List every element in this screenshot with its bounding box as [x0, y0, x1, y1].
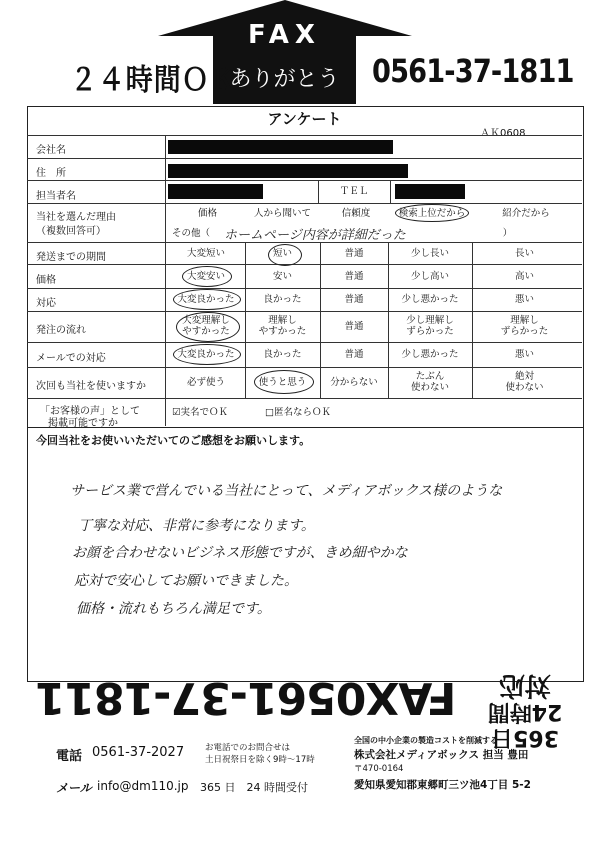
- label-price: 価格: [36, 275, 56, 286]
- price-opt: 高い: [514, 271, 534, 282]
- flow-opt: 普通: [344, 321, 364, 332]
- form-code: ＡＫ0608: [480, 128, 526, 139]
- header-phone: 0561-37-1811: [372, 52, 574, 90]
- price-opt: 少し高い: [410, 271, 449, 282]
- response-opt: 少し悪かった: [401, 294, 459, 305]
- next-opt: 使うと思う: [258, 377, 307, 388]
- flow-opt: やすかった: [258, 326, 307, 337]
- row-line: [27, 203, 582, 204]
- voice-anonymous: □匿名ならＯＫ: [265, 407, 331, 418]
- email-opt: 悪い: [514, 349, 534, 360]
- reason-price: 価格: [197, 208, 217, 219]
- answer-circle: [173, 344, 241, 365]
- tel-label: ＴＥＬ: [339, 186, 369, 197]
- reason-referral-hearsay: 人から聞いて: [253, 208, 311, 219]
- label-contact: 担当者名: [36, 191, 76, 202]
- response-opt: 大変良かった: [177, 294, 235, 305]
- delivery-opt: 短い: [272, 248, 292, 259]
- footer-zip: 〒470-0164: [354, 764, 404, 774]
- answer-circle: [268, 244, 302, 266]
- answer-circle: [395, 204, 469, 222]
- redacted-company: [168, 140, 393, 154]
- label-delivery: 発送までの期間: [36, 252, 106, 263]
- footer-hours-2: 土日祝祭日を除く9時～17時: [205, 755, 315, 765]
- email-opt: 少し悪かった: [401, 349, 459, 360]
- label-next: 次回も当社を使いますか: [36, 381, 146, 392]
- label-response: 対応: [36, 298, 56, 309]
- banner-side-support: 対応: [499, 670, 552, 700]
- footer-company: 株式会社メディアボックス 担当 豊田: [354, 749, 529, 761]
- row-line: [27, 342, 582, 343]
- comment-line: お顔を合わせないビジネス形態ですが、きめ細やかな: [72, 545, 408, 561]
- next-opt: たぶん: [415, 371, 445, 382]
- label-voice-1: 「お客様の声」として: [40, 406, 140, 417]
- footer-fax-hours: 365 日 24 時間受付: [200, 781, 308, 794]
- reason-other-label: その他（: [172, 228, 211, 239]
- flow-opt: 理解し: [510, 315, 539, 326]
- flow-opt: やすかった: [182, 326, 230, 337]
- label-reason: 当社を選んだ理由: [36, 212, 116, 223]
- footer-mail-label: メール: [56, 781, 92, 795]
- flow-opt: 理解し: [268, 315, 297, 326]
- label-email: メールでの対応: [36, 353, 106, 364]
- label-flow: 発注の流れ: [36, 325, 86, 336]
- col-line: [390, 180, 391, 203]
- footer-slogan: 全国の中小企業の製造コストを削減する: [354, 736, 498, 745]
- row-line: [27, 311, 582, 312]
- email-opt: 大変良かった: [177, 349, 235, 360]
- reason-introduction: 紹介だから: [502, 208, 550, 219]
- next-opt: 分からない: [330, 377, 378, 388]
- footer-tel: 0561-37-2027: [92, 745, 185, 760]
- banner-side-365: 365日: [491, 725, 559, 750]
- col-line: [320, 242, 321, 398]
- answer-circle: [254, 370, 314, 394]
- label-reason-sub: （複数回答可）: [36, 226, 106, 237]
- response-opt: 良かった: [263, 294, 302, 305]
- answer-circle: [182, 266, 232, 287]
- footer-tel-label: 電話: [56, 749, 83, 764]
- price-opt: 安い: [272, 271, 292, 282]
- answer-circle: [173, 289, 241, 310]
- flow-opt: ずらかった: [500, 326, 549, 337]
- footer-address: 愛知県愛知郡東郷町三ツ池4丁目 5-2: [354, 779, 531, 791]
- comment-line: 価格・流れもちろん満足です。: [76, 601, 271, 617]
- fax-word: FAX: [248, 20, 321, 50]
- label-voice-2: 掲載可能ですか: [48, 418, 118, 429]
- price-opt: 普通: [344, 271, 364, 282]
- footer-hours-1: お電話でのお問合せは: [205, 743, 291, 753]
- next-opt: 使わない: [505, 382, 544, 393]
- email-opt: 普通: [344, 349, 364, 360]
- comment-line: サービス業で営んでいる当社にとって、メディアボックス様のような: [70, 483, 503, 499]
- comment-heading: 今回当社をお使いいただいてのご感想をお願いします。: [36, 434, 311, 447]
- fax-thanks: ありがとう: [229, 67, 340, 92]
- redacted-contact: [168, 184, 263, 199]
- reason-trust: 信頼度: [341, 208, 371, 219]
- row-line: [27, 367, 582, 368]
- delivery-opt: 普通: [344, 248, 364, 259]
- banner-side-24h: 24時間: [487, 699, 563, 724]
- flow-opt: 少し理解し: [406, 315, 454, 326]
- row-line: [27, 264, 582, 265]
- hours-ok: ２４時間ＯＫ: [70, 63, 238, 98]
- email-opt: 良かった: [263, 349, 302, 360]
- row-line: [27, 288, 582, 289]
- delivery-opt: 大変短い: [186, 248, 225, 259]
- delivery-opt: 長い: [514, 248, 534, 259]
- fax-banner-number: FAX0561-37-1811: [35, 672, 457, 723]
- survey-title: アンケート: [267, 110, 342, 128]
- reason-other-close: ）: [502, 228, 513, 239]
- col-line: [165, 135, 166, 426]
- footer-mail: info@dm110.jp: [97, 779, 189, 793]
- comment-line: 応対で安心してお願いできました。: [74, 573, 298, 589]
- next-opt: 必ず使う: [186, 377, 225, 388]
- row-line: [27, 135, 582, 136]
- redacted-address: [168, 164, 408, 178]
- row-line: [27, 398, 582, 399]
- flow-opt: ずらかった: [406, 326, 454, 337]
- response-opt: 普通: [344, 294, 364, 305]
- reason-search: 検索上位だから: [398, 208, 466, 219]
- comment-line: 丁寧な対応、非常に参考になります。: [78, 518, 315, 534]
- flow-opt: 大変理解し: [182, 315, 230, 326]
- label-company: 会社名: [36, 145, 66, 156]
- delivery-opt: 少し長い: [410, 248, 449, 259]
- reason-other-handwritten: ホームページ内容が詳細だった: [224, 228, 406, 243]
- next-opt: 使わない: [410, 382, 449, 393]
- label-address: 住 所: [36, 168, 66, 179]
- next-opt: 絶対: [514, 371, 534, 382]
- row-line: [27, 180, 582, 181]
- answer-circle: [176, 312, 240, 342]
- row-line: [27, 158, 582, 159]
- price-opt: 大変安い: [186, 271, 225, 282]
- response-opt: 悪い: [514, 294, 534, 305]
- voice-real-name: ☑実名でＯＫ: [172, 407, 229, 418]
- redacted-tel: [395, 184, 465, 199]
